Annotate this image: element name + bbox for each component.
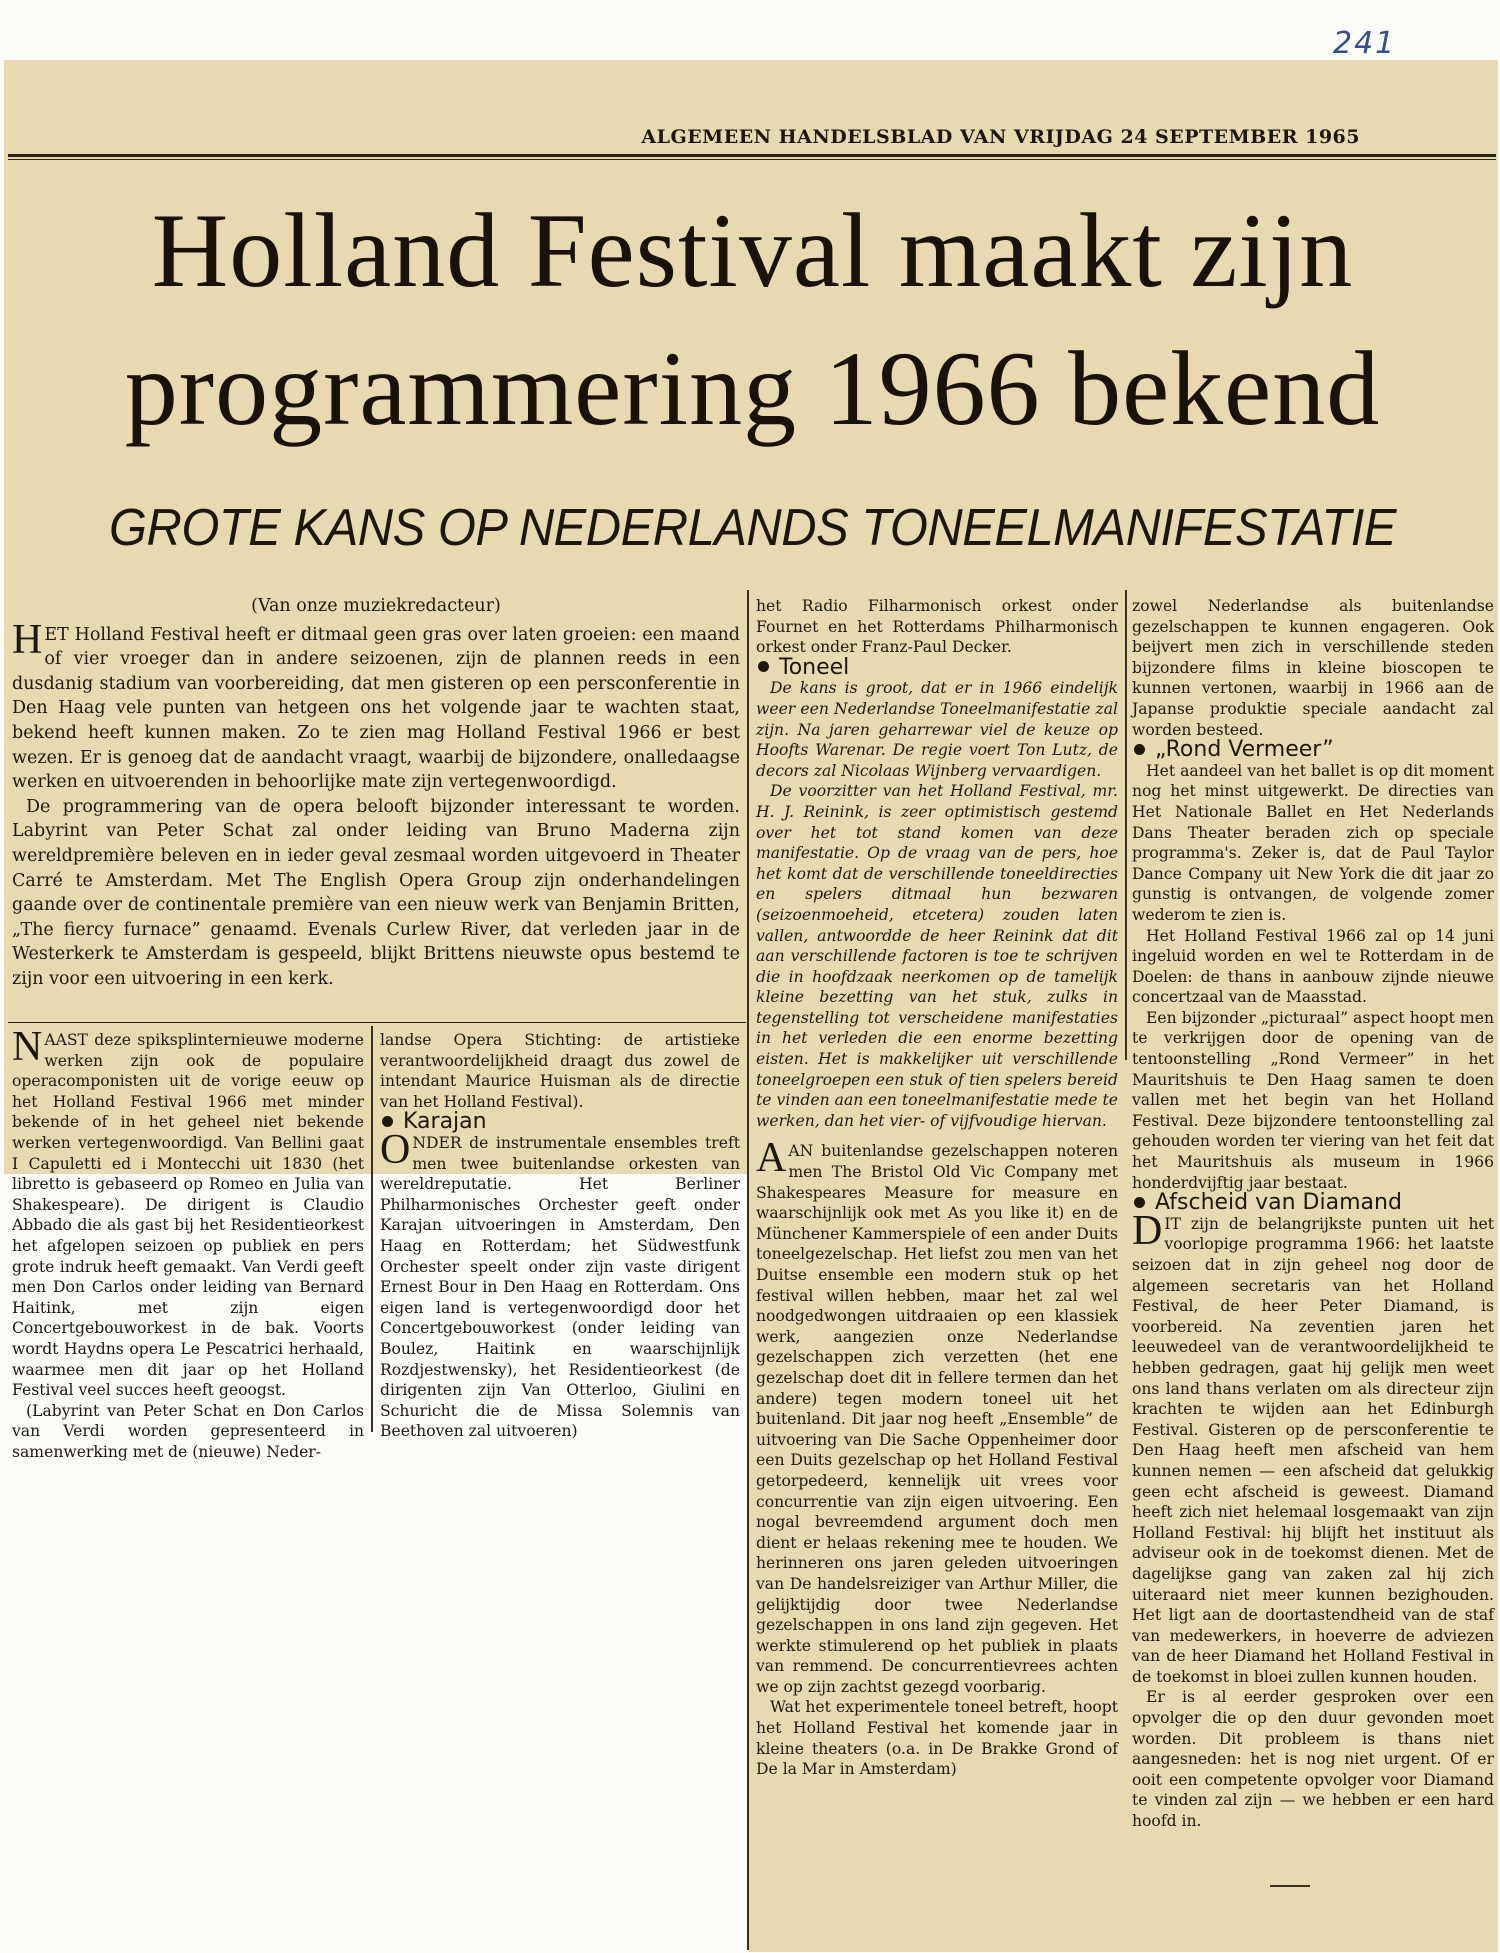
column-rule-2	[1125, 590, 1127, 1060]
body-paragraph: AAN buitenlandse gezelschappen noteren men The Bristol Old Vic Company met Shakespeares Measure for measure en waarschijnlijk ook met As you like it) en de Münchener Kammerspiele of een ander Duits toneelgezelschap. Het liefst zou men van het Duitse ensemble een modern stuk op het festival willen hebben, maar het zal wel noodgedwongen uitdraaien op een klassiek werk, aangezien onze Nederlandse gezelschappen zich verzetten (het ene gezelschap doet dit in fellere termen dan het andere) tegen modern toneel uit het buitenland. Dit jaar nog heeft „Ensemble” de uitvoering van Die Sache Oppenheimer door een Duits gezelschap op het Holland Festival getorpedeerd, kennelijk uit vrees voor concurrentie van zijn eigen uitvoering. Een nogal bevreemdend argument doch men dient er helaas rekening mee te houden. We herinneren ons jaren geleden uitvoeringen van De handelsreiziger van Arthur Miller, die gelijktijdig door twee Nederlandse gezelschappen in ons land zijn gegeven. Het werkte stimulerend op het publiek in plaats van remmend. De concurrentievrees achten we op zijn zachtst gezegd voorbarig.	[756, 1135, 1118, 1696]
italic-paragraph: De voorzitter van het Holland Festival, mr. H. J. Reinink, is zeer optimistisch gestemd over het tot stand komen van deze manifestatie. Op de vraag van de pers, hoe het komt dat de verschillende toneeldirecties en spelers ditmaal hun bezwaren (seizoenmoeheid, etcetera) zouden laten vallen, antwoordde de heer Reinink dat dit aan verschillende factoren is toe te schrijven die in hoofdzaak neerkomen op de tamelijk kleine bezetting van het stuk, zulks in tegenstelling tot verscheidene manifestaties in het verleden die een enorme bezetting eisten. Het is makkelijker uit verschillende toneelgroepen een stuk of tien spelers bereid te vinden aan een toneelmanifestatie mede te werken, dan het vier- of vijfvoudige hiervan.	[756, 782, 1118, 1130]
column-4	[1132, 596, 1494, 1832]
body-paragraph: DIT zijn de belangrijkste punten uit het voorlopige programma 1966: het laatste seizoen dat in zijn geheel nog door de algemeen secretaris van het Holland Festival, de heer Peter Diamand, is voorbereid. Na zeventien jaren het leeuwedeel van de verantwoordelijkheid te hebben gedragen, gaat hij gelijk men weet ons land thans verlaten om als directeur zijn krachten te wijden aan het Edinburgh Festival. Gisteren op de persconferentie te Den Haag heeft men afscheid van hem kunnen nemen — een afscheid dat gelukkig geen echt afscheid is geweest. Diamand heeft zich niet helemaal losgemaakt van zijn Holland Festival: hij blijft het instituut als adviseur ook in de toekomst dienen. Met de dagelijkse gang van zaken zal hij zich uiteraard niet meer kunnen bezighouden. Het ligt aan de doortastendheid van de staf van medewerkers, in hoeverre de adviezen van de heer Diamand het Holland Festival in de toekomst in bloei zullen kunnen houden.	[1132, 1207, 1494, 1686]
lead-bottom-rule	[8, 1022, 746, 1023]
section-heading-karajan: Karajan	[380, 1112, 740, 1133]
section-heading-toneel: Toneel	[756, 658, 1118, 679]
end-ornament	[1270, 1885, 1310, 1887]
bullet-icon	[758, 661, 769, 672]
bullet-icon	[1134, 1197, 1145, 1208]
byline: (Van onze muziekredacteur)	[251, 596, 501, 616]
headline-line-1: Holland Festival maakt zijn	[151, 192, 1354, 309]
body-paragraph: (Labyrint van Peter Schat en Don Carlos van Verdi worden gepresenteerd in samenwerking met de (nieuwe) Neder-	[12, 1401, 364, 1461]
italic-paragraph: De kans is groot, dat er in 1966 eindelijk weer een Nederlandse Toneelmanifestatie zal zijn. Na jaren geharrewar viel de keuze op Hoofts Warenar. De regie voert Ton Lutz, de decors zal Nicolaas Wijnberg vervaardigen.	[756, 679, 1118, 780]
body-paragraph: NAAST deze spiksplinternieuwe moderne werken zijn ook de populaire operacomponisten uit de vorige eeuw op het Holland Festival 1966 met minder bekende of in het geheel niet bekende werken vertegenwoordigd. Van Bellini gaat I Capuletti ed i Montecchi uit 1830 (het libretto is gebaseerd op Romeo en Julia van Shakespeare). De dirigent is Claudio Abbado die als gast bij het Residentieorkest het afgelopen seizoen op publiek en pers grote indruk heeft gemaakt. Van Verdi geeft men Don Carlos onder leiding van Bernard Haitink, met zijn eigen Concertgebouworkest in de bak. Voorts wordt Haydns opera Le Pescatrici herhaald, waarmee men dit jaar op het Holland Festival veel succes heeft geoogst.	[12, 1024, 364, 1400]
body-paragraph: Het aandeel van het ballet is op dit moment nog het minst uitgewerkt. De directies van Het Nationale Ballet en Het Nederlands Dans Theater beraden zich op speciale programma's. Zeker is, dat de Paul Taylor Dance Company uit New York die dit jaar zo gunstig is ontvangen, de volgende zomer wederom te zien is.	[1132, 761, 1494, 924]
headline-line-2: programmering 1966 bekend	[124, 330, 1381, 447]
body-paragraph: Wat het experimentele toneel betreft, hoopt het Holland Festival het komende jaar in kleine theaters (o.a. in De Brakke Grond of De la Mar in Amsterdam)	[756, 1698, 1118, 1779]
section-heading-rond-vermeer: „Rond Vermeer”	[1132, 740, 1494, 761]
body-paragraph: Het Holland Festival 1966 zal op 14 juni ingeluid worden en wel te Rotterdam in de Doelen: de thans in aanbouw zijnde nieuwe concertzaal van de Maasstad.	[1132, 926, 1494, 1007]
masthead-rule-thin	[8, 159, 1496, 160]
bullet-icon	[382, 1116, 393, 1127]
body-paragraph: zowel Nederlandse als buitenlandse gezelschappen te kunnen engageren. Ook beijvert men zich in verschillende steden bijzondere films in kleine bioscopen te kunnen vertonen, waarbij in 1966 aan de Japanse produktie speciale aandacht zal worden besteed.	[1132, 597, 1494, 739]
column-rule-3	[371, 1026, 373, 1432]
masthead-rule	[8, 154, 1496, 157]
body-paragraph: Er is al eerder gesproken over een opvolger die op den duur gevonden moet worden. Dit probleem is thans niet aangesneden: het is nog niet urgent. Of er ooit een competente opvolger voor Diamand te vinden zal zijn — we hebben er een hard hoofd in.	[1132, 1688, 1494, 1831]
column-2	[380, 1030, 740, 1442]
bullet-icon	[1134, 744, 1145, 755]
column-1	[12, 1024, 364, 1462]
column-rule-1	[747, 590, 749, 1950]
column-3	[756, 596, 1118, 1780]
body-paragraph: landse Opera Stichting: de artistieke verantwoordelijkheid draagt dus zowel de intendant Maurice Huisman als de directie van het Holland Festival).	[380, 1031, 740, 1111]
lead-paragraph: De programmering van de opera belooft bijzonder interessant te worden. Labyrint van Peter Schat zal onder leiding van Bruno Maderna zijn wereldpremière beleven en in ieder geval zesmaal worden uitgevoerd in Theater Carré te Amsterdam. Met The English Opera Group zijn onderhandelingen gaande over de continentale première van een nieuw werk van Benjamin Britten, „The fiercy furnace” genaamd. Evenals Curlew River, dat verleden jaar in de Westerkerk te Amsterdam is gespeeld, blijkt Brittens nieuwste opus bestemd te zijn voor een uitvoering in een kerk.	[12, 796, 740, 989]
body-paragraph: Een bijzonder „picturaal” aspect hoopt men te verkrijgen door de opening van de tentoonstelling „Rond Vermeer” in het Mauritshuis te Den Haag samen te doen vallen met het begin van het Holland Festival. Deze bijzondere tentoonstelling zal gehouden worden ter viering van het feit dat het Mauritshuis als museum in 1966 honderdvijftig jaar bestaat.	[1132, 1008, 1494, 1192]
body-paragraph: ONDER de instrumentale ensembles treft men twee buitenlandse orkesten van wereldreputatie. Het Berliner Philharmonisches Orchester geeft onder Karajan uitvoeringen in Amsterdam, Den Haag en Rotterdam; het Südwestfunk Orchester speelt onder zijn vaste dirigent Ernest Bour in Den Haag en Rotterdam. Ons eigen land is vertegenwoordigd door het Concertgebouworkest (onder leiding van Boulez, Haitink en waarschijnlijk Rozdjestwensky), het Residentieorkest (de dirigenten zijn Van Otterloo, Giulini en Schuricht die de Missa Solemnis van Beethoven zal uitvoeren)	[380, 1126, 740, 1441]
lead-article	[12, 594, 740, 992]
subheadline: GROTE KANS OP NEDERLANDS TONEELMANIFESTATIE	[108, 499, 1397, 557]
section-heading-afscheid: Afscheid van Diamand	[1132, 1193, 1494, 1214]
body-paragraph: het Radio Filharmonisch orkest onder Fournet en het Rotterdams Philharmonisch orkest onder Franz-Paul Decker.	[756, 597, 1118, 657]
lead-paragraph: HET Holland Festival heeft er ditmaal geen gras over laten groeien: een maand of vier vroeger dan in andere seizoenen, zijn de plannen reeds in een dusdanig stadium van voorbereiding, dat men gisteren op een persconferentie in Den Haag vele punten van hetgeen ons het volgende jaar te wachten staat, bekend heeft kunnen maken. Zo te zien mag Holland Festival 1966 er best wezen. Er is genoeg dat de aandacht vraagt, waarbij de bijzondere, onalledaagse werken en uitvoerenden in behoorlijke mate zijn vertegenwoordigd.	[12, 616, 740, 793]
masthead: ALGEMEEN HANDELSBLAD VAN VRIJDAG 24 SEPTEMBER 1965	[641, 126, 1360, 148]
handwritten-page-number: 241	[1333, 26, 1397, 61]
